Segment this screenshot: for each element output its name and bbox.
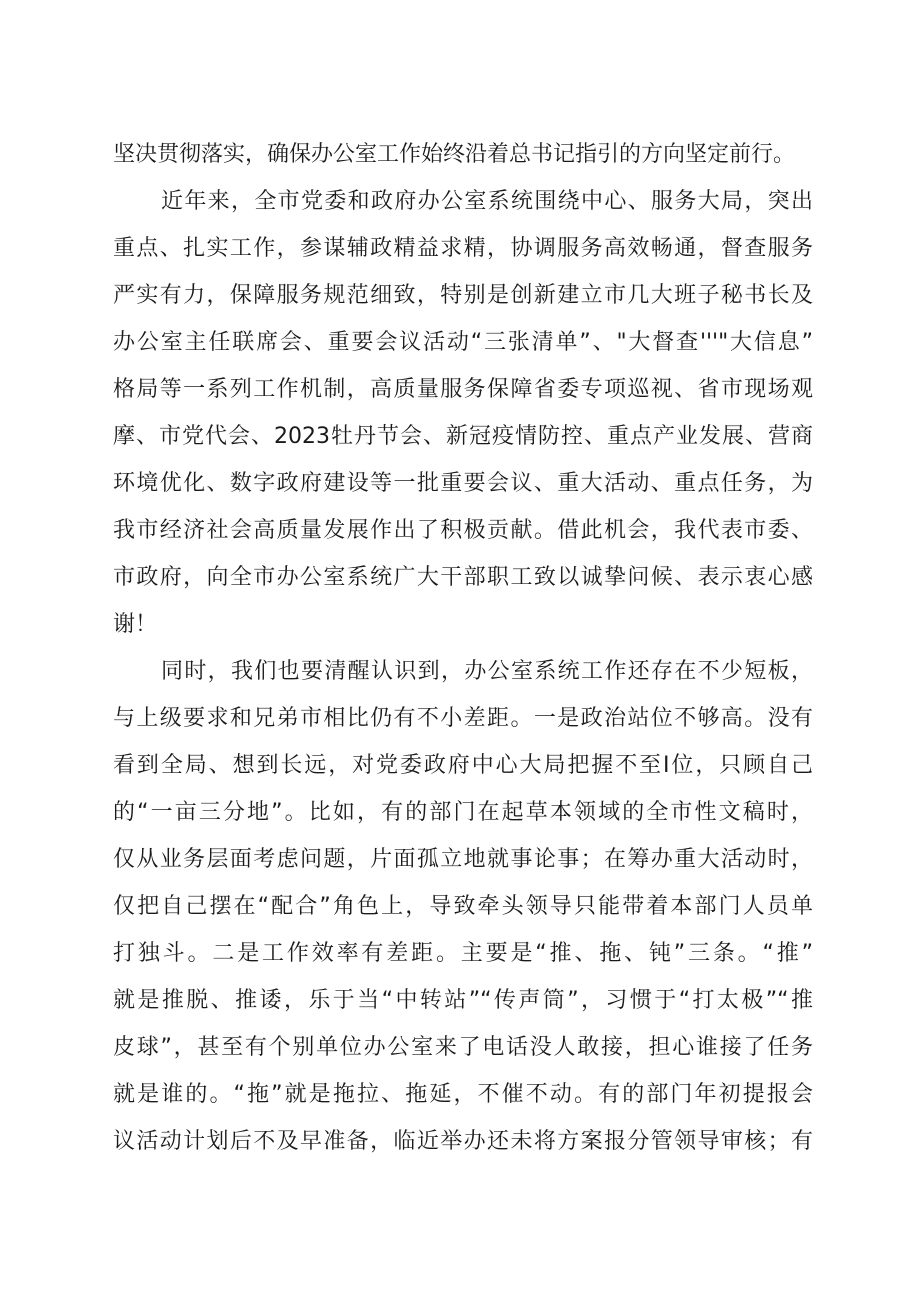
text-line: 市政府，向全市办公室系统广大干部职工致以诚挚问候、表示衷心感 [113,565,813,590]
text-line: 谢！ [113,612,158,637]
text-line: 摩、市党代会、2023牡丹节会、新冠疫情防控、重点产业发展、营商 [113,424,813,449]
text-line: 看到全局、想到长远，对党委政府中心大局把握不至I位，只顾自己 [113,753,813,778]
text-line: 就是推脱、推诿，乐于当“中转站”“传声筒”，习惯于“打太极”“推 [113,988,813,1013]
text-line: 坚决贯彻落实，确保办公室工作始终沿着总书记指引的方向坚定前行。 [113,142,796,167]
text-line: 议活动计划后不及早准备，临近举办还未将方案报分管领导审核；有 [113,1129,813,1154]
text-line: 环境优化、数字政府建设等一批重要会议、重大活动、重点任务，为 [113,471,813,496]
text-line: 仅从业务层面考虑问题，片面孤立地就事论事；在筹办重大活动时， [113,847,813,872]
text-line: 近年来，全市党委和政府办公室系统围绕中心、服务大局，突出 [161,189,813,214]
text-line: 打独斗。二是工作效率有差距。主要是“推、拖、钝”三条。“推” [113,941,813,966]
text-line: 的“一亩三分地”。比如，有的部门在起草本领域的全市性文稿时， [113,800,813,825]
document-body [113,131,813,1165]
text-line: 与上级要求和兄弟市相比仍有不小差距。一是政治站位不够高。没有 [113,706,813,731]
text-line: 同时，我们也要清醒认识到，办公室系统工作还存在不少短板， [161,659,813,684]
text-line: 我市经济社会高质量发展作出了积极贡献。借此机会，我代表市委、 [113,518,813,543]
text-line: 重点、扎实工作，参谋辅政精益求精，协调服务高效畅通，督查服务 [113,236,813,261]
text-line: 办公室主任联席会、重要会议活动“三张清单”、"大督查'''"大信息” [113,330,813,355]
text-line: 皮球”，甚至有个别单位办公室来了电话没人敢接，担心谁接了任务 [113,1035,813,1060]
text-line: 格局等一系列工作机制，高质量服务保障省委专项巡视、省市现场观 [113,377,813,402]
text-line: 严实有力，保障服务规范细致，特别是创新建立市几大班子秘书长及 [113,283,813,308]
text-line: 就是谁的。“拖”就是拖拉、拖延，不催不动。有的部门年初提报会 [113,1082,813,1107]
text-line: 仅把自己摆在“配合”角色上，导致牵头领导只能带着本部门人员单 [113,894,813,919]
